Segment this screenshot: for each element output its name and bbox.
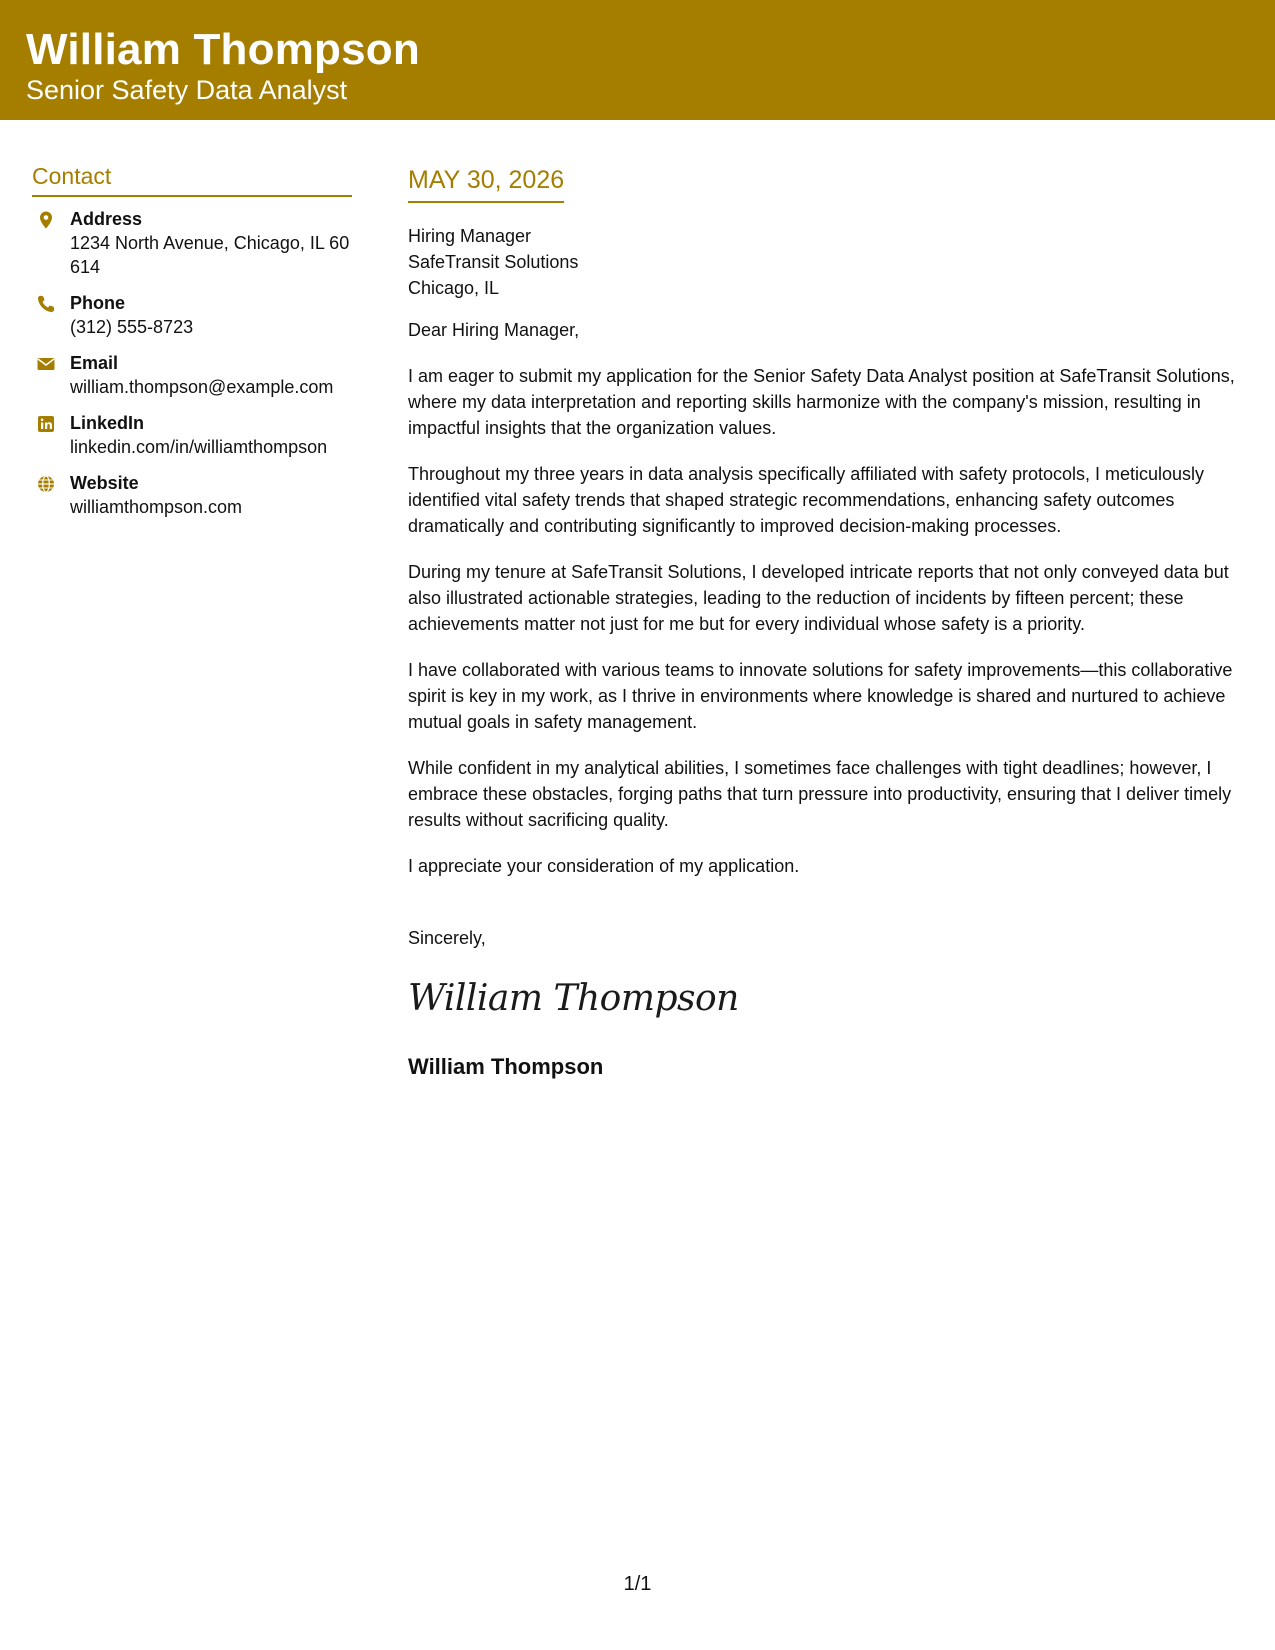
- recipient-block: [408, 223, 1253, 301]
- letter-body: [408, 164, 1253, 1081]
- phone-icon: [36, 294, 56, 314]
- contact-item-website: [32, 471, 352, 519]
- location-pin-icon: [36, 210, 56, 230]
- contact-value: williamthompson.com: [70, 497, 243, 517]
- contact-label: Website: [70, 473, 139, 493]
- contact-heading: Contact: [32, 162, 352, 197]
- contact-list: [32, 207, 352, 519]
- page-number: 1/1: [623, 1573, 652, 1595]
- closing: Sincerely,: [408, 928, 486, 948]
- letter-paragraph: While confident in my analytical abilities, I sometimes face challenges with tight deadlines; however, I embrace these obstacles, forging paths that turn pressure into productivity, ensuring that I deliver timely results without sacrificing quality.: [408, 758, 1232, 830]
- recipient-line: Hiring Manager: [408, 226, 532, 246]
- contact-value: (312) 555-8723: [70, 317, 194, 337]
- contact-item-phone: [32, 291, 352, 339]
- recipient-line: SafeTransit Solutions: [408, 252, 579, 272]
- contact-label: Email: [70, 353, 119, 373]
- header-banner: [0, 0, 1275, 120]
- linkedin-icon: [36, 414, 56, 434]
- contact-item-linkedin: [32, 411, 352, 459]
- contact-item-address: [32, 207, 352, 279]
- contact-sidebar: [32, 162, 352, 531]
- applicant-name: William Thompson: [26, 25, 420, 74]
- contact-value: linkedin.com/in/williamthompson: [70, 437, 328, 457]
- handwritten-signature: William Thompson: [408, 978, 739, 1019]
- letter-date: MAY 30, 2026: [408, 164, 564, 203]
- recipient-line: Chicago, IL: [408, 278, 500, 298]
- salutation: Dear Hiring Manager,: [408, 320, 580, 340]
- contact-value: 1234 North Avenue, Chicago, IL 60614: [70, 233, 350, 277]
- contact-label: LinkedIn: [70, 413, 145, 433]
- letter-paragraph: I have collaborated with various teams to innovate solutions for safety improvements—this collaborative spirit is key in my work, as I thrive in environments where knowledge is shared and nurtured to achieve mutual goals in safety management.: [408, 660, 1233, 732]
- contact-value: william.thompson@example.com: [70, 377, 334, 397]
- job-title: Senior Safety Data Analyst: [26, 75, 348, 105]
- letter-paragraph: During my tenure at SafeTransit Solutions, I developed intricate reports that not only conveyed data but also illustrated actionable strategies, leading to the reduction of incidents by fifteen percent; these achievements matter not just for me but for every individual whose safety is a priority.: [408, 562, 1229, 634]
- signer-name: William Thompson: [408, 1054, 604, 1079]
- letter-paragraph: Throughout my three years in data analysis specifically affiliated with safety protocols, I meticulously identified vital safety trends that shaped strategic recommendations, enhancing safety outcomes dramatically and contributing significantly to improved decision-making processes.: [408, 464, 1205, 536]
- letter-paragraph: I am eager to submit my application for the Senior Safety Data Analyst position at SafeTransit Solutions, where my data interpretation and reporting skills harmonize with the company's mission, resulting in impactful insights that the organization values.: [408, 366, 1235, 438]
- contact-label: Phone: [70, 293, 126, 313]
- contact-label: Address: [70, 209, 143, 229]
- globe-icon: [36, 474, 56, 494]
- envelope-icon: [36, 354, 56, 374]
- contact-item-email: [32, 351, 352, 399]
- letter-paragraph: I appreciate your consideration of my application.: [408, 856, 800, 876]
